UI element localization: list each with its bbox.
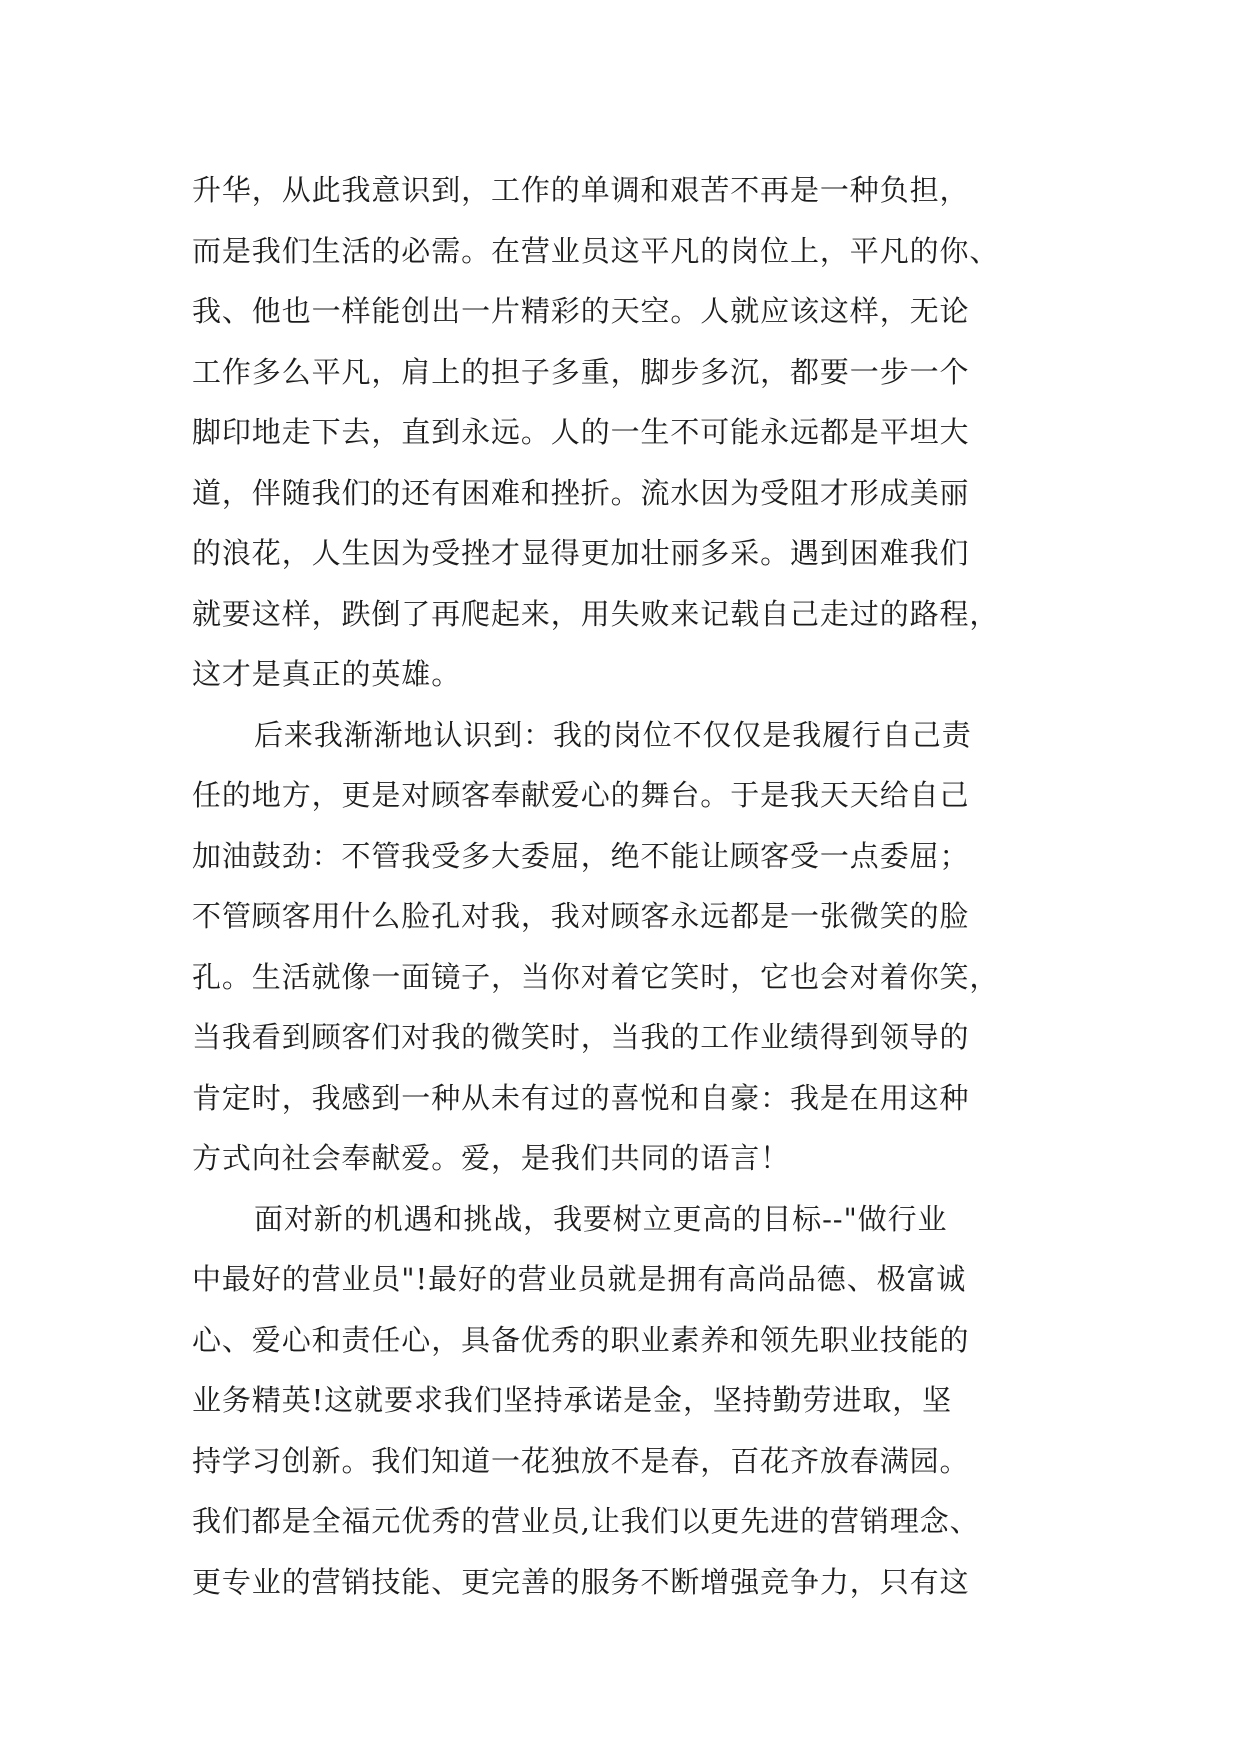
text-line: 孔。生活就像一面镜子，当你对着它笑时，它也会对着你笑， bbox=[192, 959, 1000, 994]
text-line: 加油鼓劲：不管我受多大委屈，绝不能让顾客受一点委屈； bbox=[192, 838, 970, 873]
text-line: 方式向社会奉献爱。爱，是我们共同的语言！ bbox=[192, 1141, 791, 1175]
text-line: 道，伴随我们的还有困难和挫折。流水因为受阻才形成美丽 bbox=[192, 475, 970, 510]
text-line: 的浪花，人生因为受挫才显得更加壮丽多采。遇到困难我们 bbox=[192, 536, 970, 570]
text-line: 这才是真正的英雄。 bbox=[192, 657, 462, 691]
paragraph-start-line: 后来我渐渐地认识到：我的岗位不仅仅是我履行自己责 bbox=[254, 717, 972, 752]
text-line: 持学习创新。我们知道一花独放不是春，百花齐放春满园。 bbox=[192, 1443, 970, 1478]
text-line: 我们都是全福元优秀的营业员,让我们以更先进的营销理念、 bbox=[192, 1504, 980, 1538]
text-line: 中最好的营业员"!最好的营业员就是拥有高尚品德、极富诚 bbox=[192, 1262, 967, 1296]
body-text bbox=[192, 160, 1072, 1612]
text-line: 而是我们生活的必需。在营业员这平凡的岗位上，平凡的你、 bbox=[192, 233, 1000, 268]
text-line: 不管顾客用什么脸孔对我，我对顾客永远都是一张微笑的脸 bbox=[192, 899, 970, 933]
text-line: 业务精英!这就要求我们坚持承诺是金，坚持勤劳进取，坚 bbox=[192, 1383, 953, 1417]
text-line: 肯定时，我感到一种从未有过的喜悦和自豪：我是在用这种 bbox=[192, 1080, 970, 1115]
text-line: 脚印地走下去，直到永远。人的一生不可能永远都是平坦大 bbox=[192, 415, 970, 449]
text-line: 心、爱心和责任心，具备优秀的职业素养和领先职业技能的 bbox=[192, 1322, 970, 1357]
paragraph-start-line: 面对新的机遇和挑战，我要树立更高的目标--"做行业 bbox=[254, 1201, 948, 1236]
text-line: 当我看到顾客们对我的微笑时，当我的工作业绩得到领导的 bbox=[192, 1020, 970, 1054]
text-line: 就要这样，跌倒了再爬起来，用失败来记载自己走过的路程， bbox=[192, 596, 1000, 631]
text-line: 工作多么平凡，肩上的担子多重，脚步多沉，都要一步一个 bbox=[192, 354, 970, 389]
text-line: 我、他也一样能创出一片精彩的天空。人就应该这样，无论 bbox=[192, 294, 970, 328]
text-line: 更专业的营销技能、更完善的服务不断增强竞争力，只有这 bbox=[192, 1564, 970, 1599]
text-line: 任的地方，更是对顾客奉献爱心的舞台。于是我天天给自己 bbox=[192, 778, 970, 812]
text-line: 升华，从此我意识到，工作的单调和艰苦不再是一种负担， bbox=[192, 173, 970, 207]
